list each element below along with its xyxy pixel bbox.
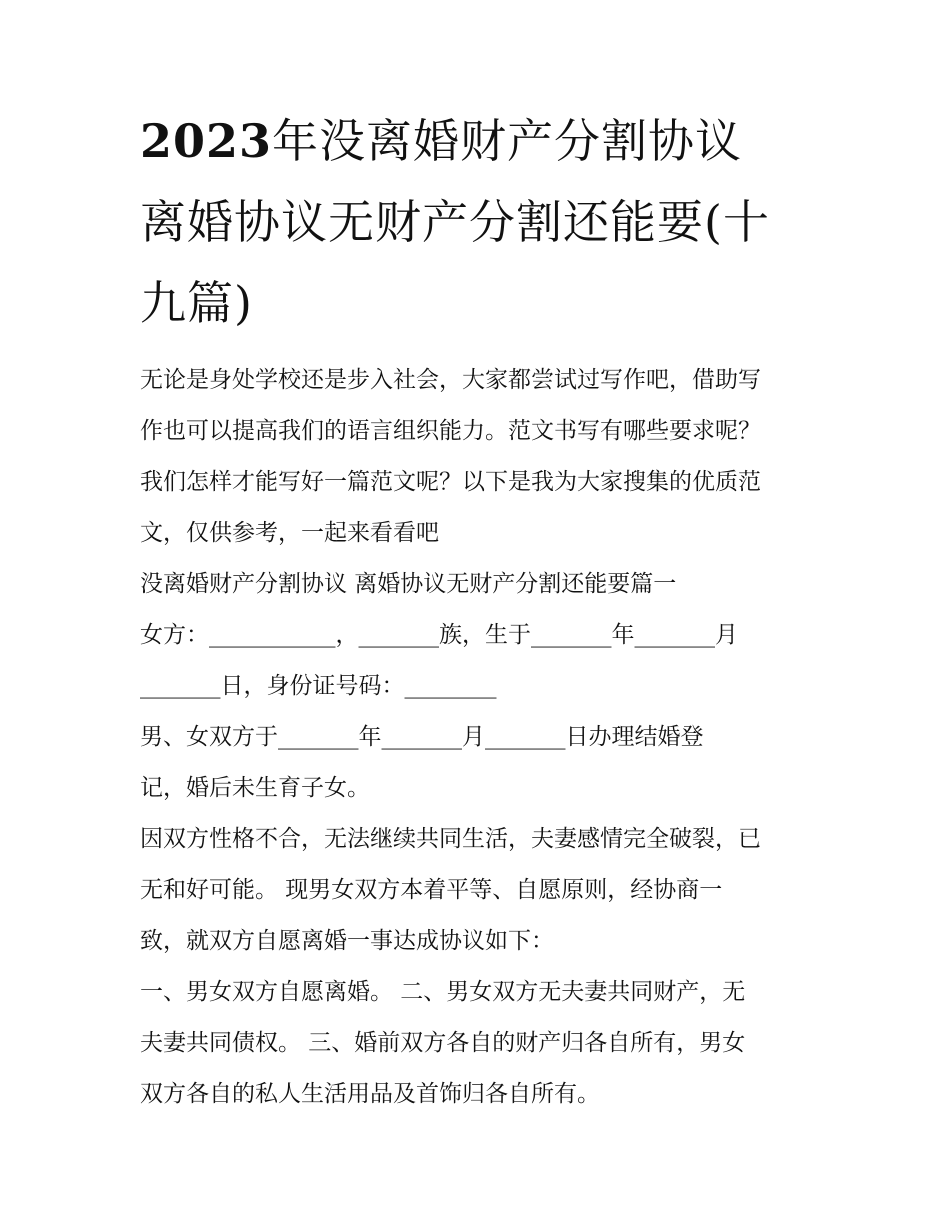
content-line: _______日，身份证号码：________ xyxy=(140,673,497,699)
content-line: 女方：___________，_______族，生于_______年_______月 xyxy=(140,622,738,648)
content-line: 双方各自的私人生活用品及首饰归各自所有。 xyxy=(140,1081,600,1107)
document-title-line-1 xyxy=(140,112,820,170)
intro-line: 作也可以提高我们的语言组织能力。范文书写有哪些要求呢？ xyxy=(140,418,761,444)
document-body xyxy=(140,355,820,1120)
title-year: 2023 xyxy=(140,114,273,168)
document-page xyxy=(140,112,820,1120)
content-line: 无和好可能。 现男女双方本着平等、自愿原则，经协商一 xyxy=(140,877,723,903)
section-heading: 没离婚财产分割协议 离婚协议无财产分割还能要篇一 xyxy=(140,571,677,597)
intro-line: 无论是身处学校还是步入社会，大家都尝试过写作吧，借助写 xyxy=(140,367,761,393)
intro-line: 文，仅供参考，一起来看看吧 xyxy=(140,520,439,546)
content-line: 致，就双方自愿离婚一事达成协议如下： xyxy=(140,928,554,954)
content-line: 记，婚后未生育子女。 xyxy=(140,775,370,801)
content-line: 一、男女双方自愿离婚。 二、男女双方无夫妻共同财产，无 xyxy=(140,979,746,1005)
title-line-1-text: 年没离婚财产分割协议 xyxy=(272,114,743,168)
document-title-line-2: 离婚协议无财产分割还能要(十 xyxy=(140,195,770,249)
intro-line: 我们怎样才能写好一篇范文呢？以下是我为大家搜集的优质范 xyxy=(140,469,761,495)
content-line: 因双方性格不合，无法继续共同生活，夫妻感情完全破裂，已 xyxy=(140,826,761,852)
content-line: 男、女双方于_______年_______月_______日办理结婚登 xyxy=(140,724,704,750)
document-title-line-3: 九篇) xyxy=(140,276,253,330)
content-line: 夫妻共同债权。 三、婚前双方各自的财产归各自所有，男女 xyxy=(140,1030,746,1056)
